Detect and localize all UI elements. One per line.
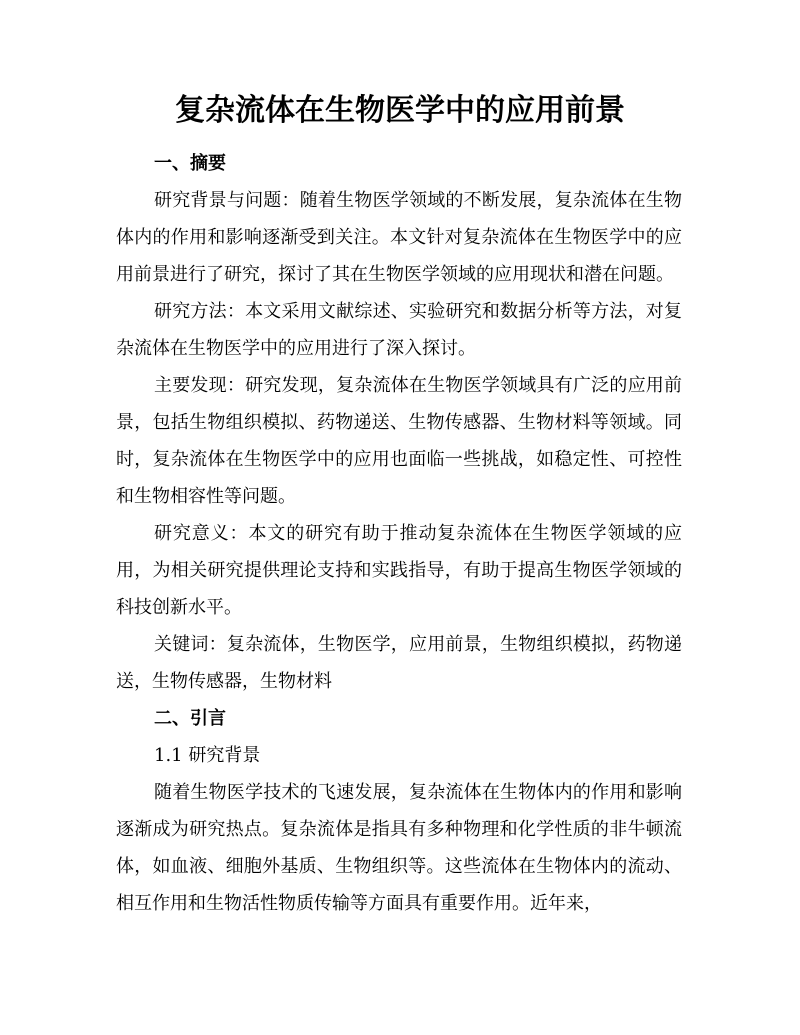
abstract-paragraph-findings: 主要发现：研究发现，复杂流体在生物医学领域具有广泛的应用前景，包括生物组织模拟、药物递送、生物传感器、生物材料等领域。同时，复杂流体在生物医学中的应用也面临一些挑战，如稳定性、可控性和生物相容性等问题。: [116, 375, 682, 507]
abstract-paragraph-methods: 研究方法：本文采用文献综述、实验研究和数据分析等方法，对复杂流体在生物医学中的应用进行了深入探讨。: [116, 301, 682, 359]
abstract-paragraph-keywords: 关键词：复杂流体，生物医学，应用前景，生物组织模拟，药物递送，生物传感器，生物材料: [116, 634, 682, 692]
subsection-heading-background: 1.1 研究背景: [154, 745, 261, 766]
abstract-paragraph-background: 研究背景与问题：随着生物医学领域的不断发展，复杂流体在生物体内的作用和影响逐渐受到关注。本文针对复杂流体在生物医学中的应用前景进行了研究，探讨了其在生物医学领域的应用现状和潜在问题。: [116, 190, 682, 285]
document-title: 复杂流体在生物医学中的应用前景: [175, 93, 625, 128]
introduction-paragraph: 随着生物医学技术的飞速发展，复杂流体在生物体内的作用和影响逐渐成为研究热点。复杂流体是指具有多种物理和化学性质的非牛顿流体，如血液、细胞外基质、生物组织等。这些流体在生物体内的流动、相互作用和生物活性物质传输等方面具有重要作用。近年来，: [116, 782, 682, 914]
section-heading-introduction: 二、引言: [154, 708, 226, 729]
document-body: [116, 145, 682, 922]
section-heading-abstract: 一、摘要: [154, 153, 226, 174]
abstract-paragraph-significance: 研究意义：本文的研究有助于推动复杂流体在生物医学领域的应用，为相关研究提供理论支持和实践指导，有助于提高生物医学领域的科技创新水平。: [116, 523, 682, 618]
